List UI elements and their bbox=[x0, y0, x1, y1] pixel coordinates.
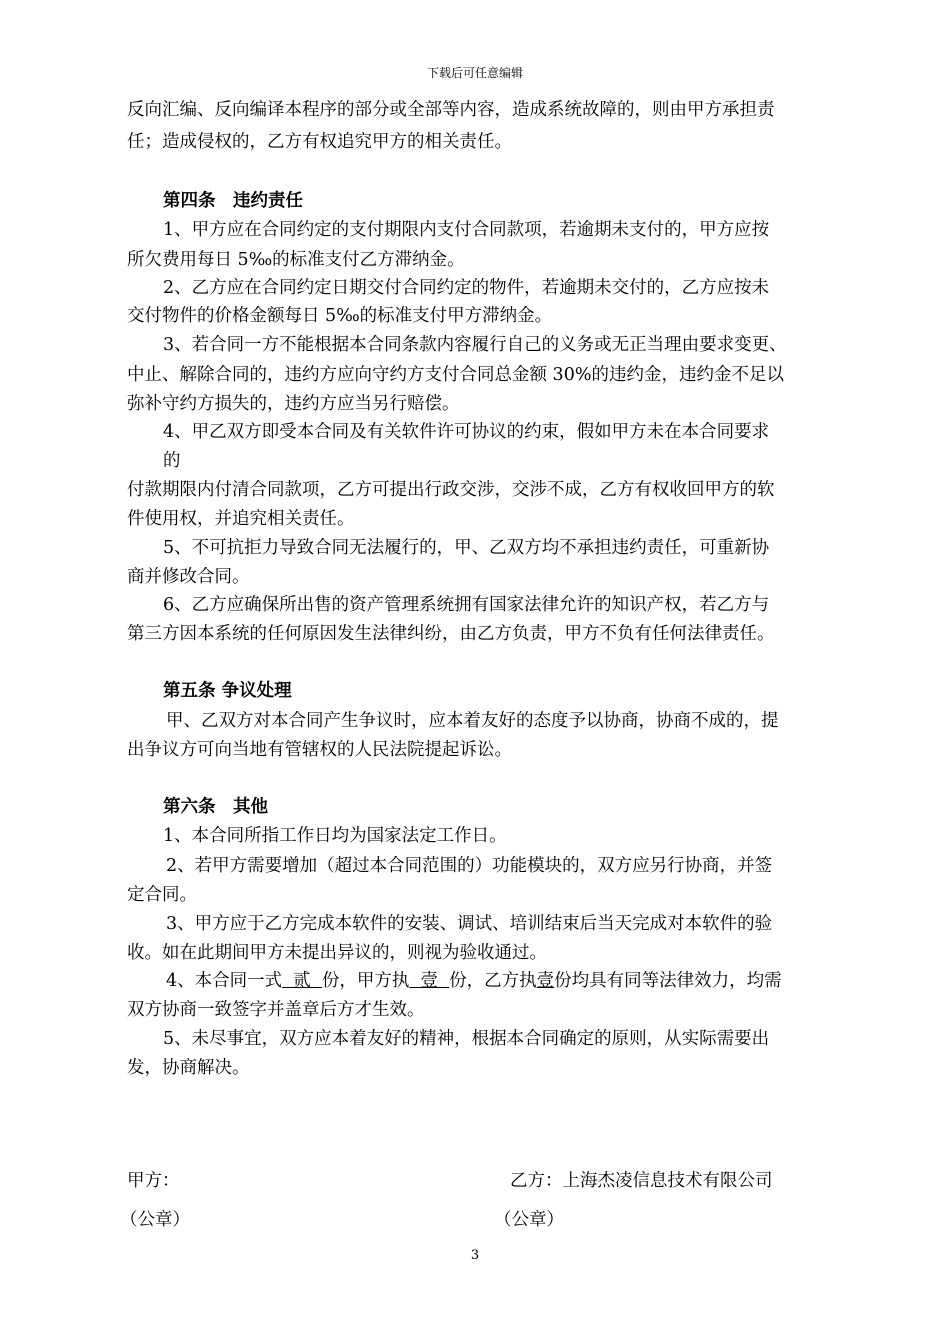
party-b-seal: （公章） bbox=[494, 1210, 564, 1230]
copies-total: 贰 bbox=[282, 971, 322, 991]
body-line: 2、若甲方需要增加（超过本合同范围的）功能模块的，双方应另行协商，并签 bbox=[166, 856, 773, 876]
body-line: 第三方因本系统的任何原因发生法律纠纷，由乙方负责，甲方不负有任何法律责任。 bbox=[127, 624, 775, 644]
body-line: 3、若合同一方不能根据本合同条款内容履行自己的义务或无正当理由要求变更、 bbox=[163, 335, 787, 355]
party-a-seal: （公章） bbox=[120, 1210, 190, 1230]
article-5-title: 第五条 争议处理 bbox=[163, 681, 292, 701]
body-line: 5、不可抗拒力导致合同无法履行的，甲、乙双方均不承担违约责任，可重新协 bbox=[163, 538, 770, 558]
body-line: 任；造成侵权的，乙方有权追究甲方的相关责任。 bbox=[127, 132, 512, 152]
body-line: 6、乙方应确保所出售的资产管理系统拥有国家法律允许的知识产权，若乙方与 bbox=[163, 595, 770, 615]
page-number: 3 bbox=[470, 1248, 480, 1263]
body-line: 交付物件的价格金额每日 5‰的标准支付甲方滞纳金。 bbox=[127, 306, 553, 326]
copies-text: 份，甲方执 bbox=[321, 971, 410, 991]
article-4-title: 第四条 违约责任 bbox=[163, 191, 303, 211]
body-line: 3、甲方应于乙方完成本软件的安装、调试、培训结束后当天完成对本软件的验 bbox=[166, 914, 773, 934]
body-line: 收。如在此期间甲方未提出异议的，则视为验收通过。 bbox=[127, 943, 547, 963]
body-line: 件使用权，并追究相关责任。 bbox=[127, 509, 355, 529]
body-line: 中止、解除合同的，违约方应向守约方支付合同总金额 30%的违约金，违约金不足以 bbox=[127, 365, 784, 385]
body-line: 出争议方可向当地有管辖权的人民法院提起诉讼。 bbox=[127, 740, 512, 760]
body-line: 所欠费用每日 5‰的标准支付乙方滞纳金。 bbox=[127, 250, 465, 270]
copies-party-b: 壹 bbox=[536, 971, 555, 991]
body-line-copies bbox=[166, 970, 782, 992]
body-line: 2、乙方应在合同约定日期交付合同约定的物件，若逾期未交付的，乙方应按未 bbox=[163, 278, 770, 298]
article-6-title: 第六条 其他 bbox=[163, 797, 268, 817]
body-line: 弥补守约方损失的，违约方应当另行赔偿。 bbox=[127, 394, 460, 414]
body-line: 商并修改合同。 bbox=[127, 567, 250, 587]
copies-text: 4、本合同一式 bbox=[166, 971, 283, 991]
page-header: 下载后可任意编辑 bbox=[426, 66, 523, 80]
party-b-label: 乙方：上海杰凌信息技术有限公司 bbox=[510, 1171, 773, 1191]
body-line: 的 bbox=[163, 451, 181, 471]
copies-party-a: 壹 bbox=[409, 971, 450, 991]
body-line: 双方协商一致签字并盖章后方才生效。 bbox=[127, 1000, 425, 1020]
body-line: 1、甲方应在合同约定的支付期限内支付合同款项，若逾期未支付的，甲方应按 bbox=[163, 220, 770, 240]
body-line: 发，协商解决。 bbox=[127, 1058, 250, 1078]
body-line: 1、本合同所指工作日均为国家法定工作日。 bbox=[163, 826, 507, 846]
body-line: 甲、乙双方对本合同产生争议时，应本着友好的态度予以协商，协商不成的，提 bbox=[166, 711, 779, 731]
body-line: 付款期限内付清合同款项，乙方可提出行政交涉，交涉不成，乙方有权收回甲方的软 bbox=[127, 480, 775, 500]
copies-text: 份均具有同等法律效力，均需 bbox=[554, 971, 782, 991]
body-line: 5、未尽事宜，双方应本着友好的精神，根据本合同确定的原则，从实际需要出 bbox=[163, 1029, 770, 1049]
body-line: 4、甲乙双方即受本合同及有关软件许可协议的约束，假如甲方未在本合同要求 bbox=[163, 422, 770, 442]
body-line: 反向汇编、反向编译本程序的部分或全部等内容，造成系统故障的，则由甲方承担责 bbox=[127, 100, 775, 120]
party-a-label: 甲方： bbox=[127, 1171, 180, 1191]
body-line: 定合同。 bbox=[127, 885, 197, 905]
copies-text: 份，乙方执 bbox=[449, 971, 537, 991]
